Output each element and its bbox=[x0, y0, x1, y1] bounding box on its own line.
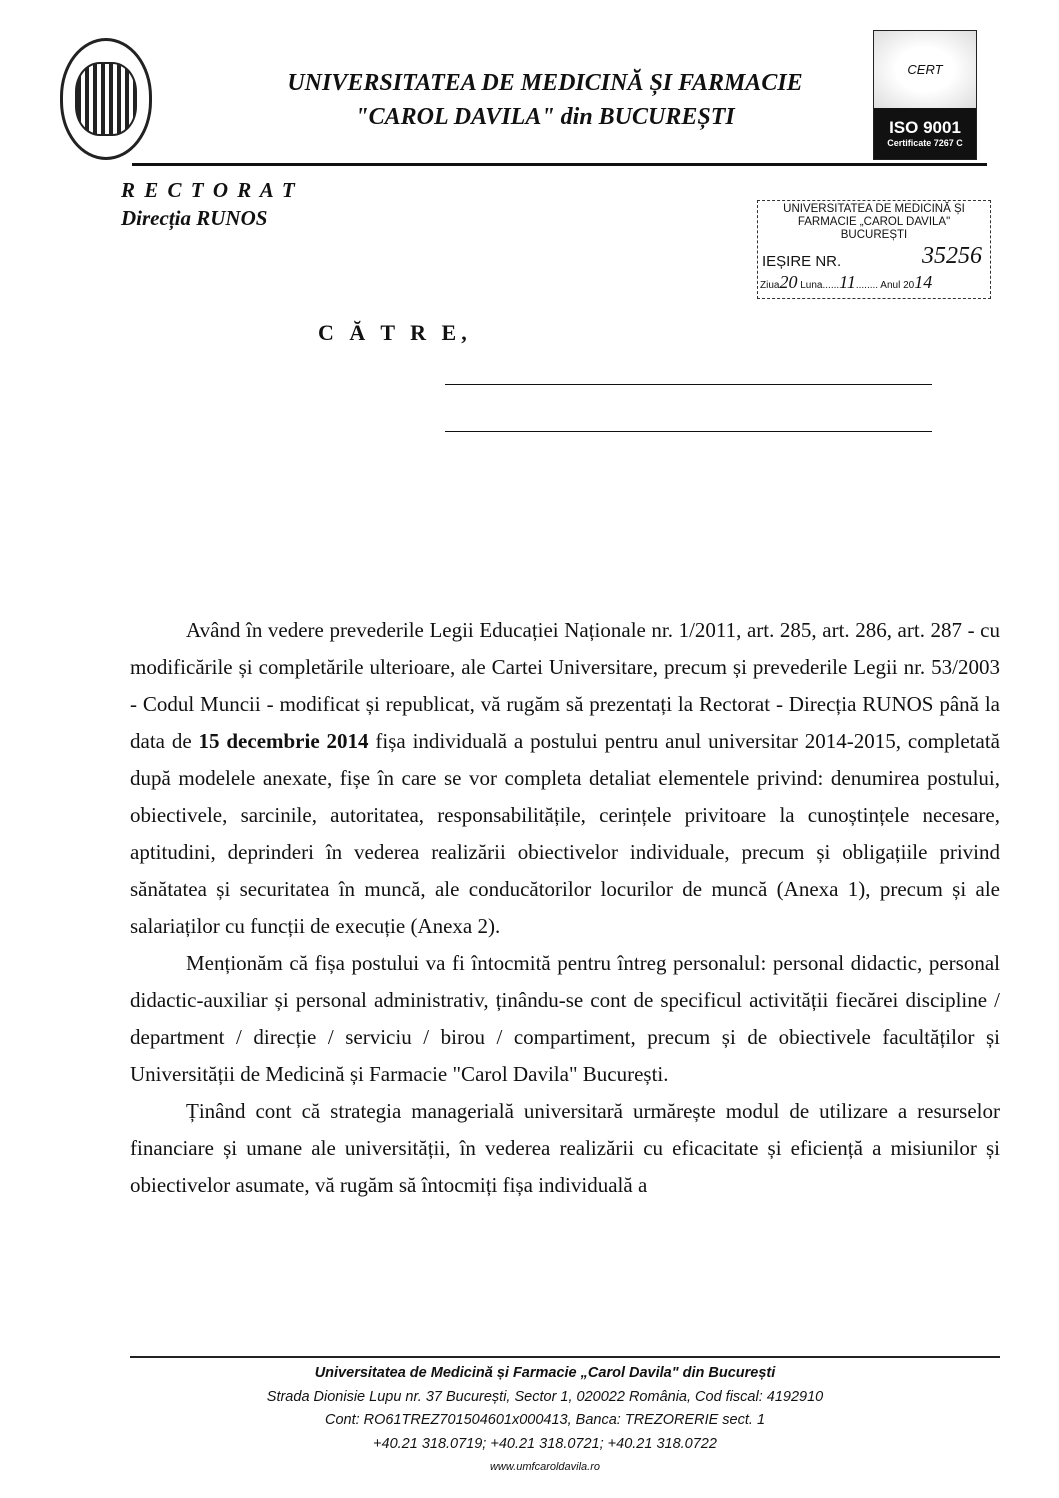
p1-text-b: fișa individuală a postului pentru anul universitar 2014-2015, completată după modelele anexate, fișe în care se vor completa detaliat elementele privind: denumirea postului, obiectivele, sarcinile, autoritatea, responsabilitățile, cerințele privitoare la cunoștințele necesare, aptitudini, deprinderi în vederea realizării obiectivelor individuale, precum și obligațiile privind sănătatea și securitatea în muncă, ale conducătorilor locurilor de muncă (Anexa 1), precum și ale salariaților cu funcții de execuție (Anexa 2). bbox=[130, 729, 1001, 938]
iso-standard: ISO 9001 bbox=[889, 117, 961, 137]
stamp-line1: UNIVERSITATEA DE MEDICINĂ ȘI bbox=[783, 203, 965, 215]
recipient-blank-line-2 bbox=[445, 431, 932, 432]
deadline-date: 15 decembrie 2014 bbox=[198, 729, 369, 753]
paragraph-2: Menționăm că fișa postului va fi întocmită pentru întreg personalul: personal didactic, personal didactic-auxiliar și personal administrativ, ținându-se cont de specificul activității fiecărei discipline / department / direcție / serviciu / birou / compartiment, precum și de obiectivele facultăților și Universității de Medicină și Farmacie "Carol Davila" București. bbox=[130, 951, 1000, 1086]
exit-number: 35256 bbox=[922, 243, 982, 269]
month-label: Luna bbox=[800, 280, 823, 291]
sender-office: R E C T O R A T bbox=[121, 178, 297, 202]
stamp-line3: BUCUREȘTI bbox=[840, 229, 908, 241]
header-divider bbox=[132, 163, 987, 166]
paragraph-1 bbox=[130, 612, 1000, 945]
recipient-label: C Ă T R E, bbox=[318, 320, 472, 345]
iso-certificate: Certificate 7267 C bbox=[887, 137, 963, 148]
year-label: Anul 20 bbox=[880, 280, 915, 291]
university-title-line2: "CAROL DAVILA" din BUCUREȘTI bbox=[355, 104, 735, 130]
stamp-exit-label: IEȘIRE NR. bbox=[762, 253, 842, 270]
recipient-blank-line-1 bbox=[445, 384, 932, 385]
footer-address: Strada Dionisie Lupu nr. 37 București, Sector 1, 020022 România, Cod fiscal: 4192910 bbox=[266, 1388, 824, 1405]
university-title-line1: UNIVERSITATEA DE MEDICINĂ ȘI FARMACIE bbox=[287, 70, 803, 96]
footer-website: www.umfcaroldavila.ro bbox=[489, 1461, 601, 1473]
paragraph-3: Ținând cont că strategia managerială universitară urmărește modul de utilizare a resurselor financiare și umane ale universității, în vederea realizării cu eficacitate și eficiență a misiunilor și obiectivelor asumate, vă rugăm să întocmiți fișa individuală a bbox=[130, 1099, 1000, 1197]
iso-certification-logo bbox=[873, 30, 977, 160]
stamp-line2: FARMACIE „CAROL DAVILA" bbox=[797, 216, 951, 228]
footer-divider bbox=[130, 1356, 1000, 1358]
cert-ind-icon: CERT bbox=[874, 31, 976, 108]
month-value: 11 bbox=[839, 272, 856, 292]
sender-department: Direcția RUNOS bbox=[121, 206, 268, 230]
p1-text-a: Având în vedere prevederile Legii Educației Naționale nr. 1/2011, art. 285, art. 286, art. 287 - cu modificările și completările ulterioare, ale Cartei Universitare, precum și prevederile Legii nr. 53/2003 - Codul Muncii - modificat și republicat, vă rugăm să prezentați la Rectorat - Direcția RUNOS până la data de bbox=[130, 618, 1000, 753]
footer-phones: +40.21 318.0719; +40.21 318.0721; +40.21 318.0722 bbox=[373, 1435, 717, 1452]
footer-account: Cont: RO61TREZ701504601x000413, Banca: TREZORERIE sect. 1 bbox=[324, 1412, 766, 1428]
letter-body bbox=[130, 612, 1000, 1204]
footer-university-name: Universitatea de Medicină și Farmacie „Carol Davila" din București bbox=[314, 1365, 776, 1381]
year-value: 14 bbox=[914, 272, 933, 292]
footer bbox=[130, 1362, 960, 1480]
registration-stamp: UNIVERSITATEA DE MEDICINĂ ȘI FARMACIE „CAROL DAVILA" BUCUREȘTI IEȘIRE NR. 35256 Ziua20 Luna......11........ Anul 2014 bbox=[757, 200, 991, 299]
university-seal-logo bbox=[60, 38, 152, 160]
day-value: 20 bbox=[779, 272, 798, 292]
day-label: Ziua bbox=[760, 280, 780, 291]
